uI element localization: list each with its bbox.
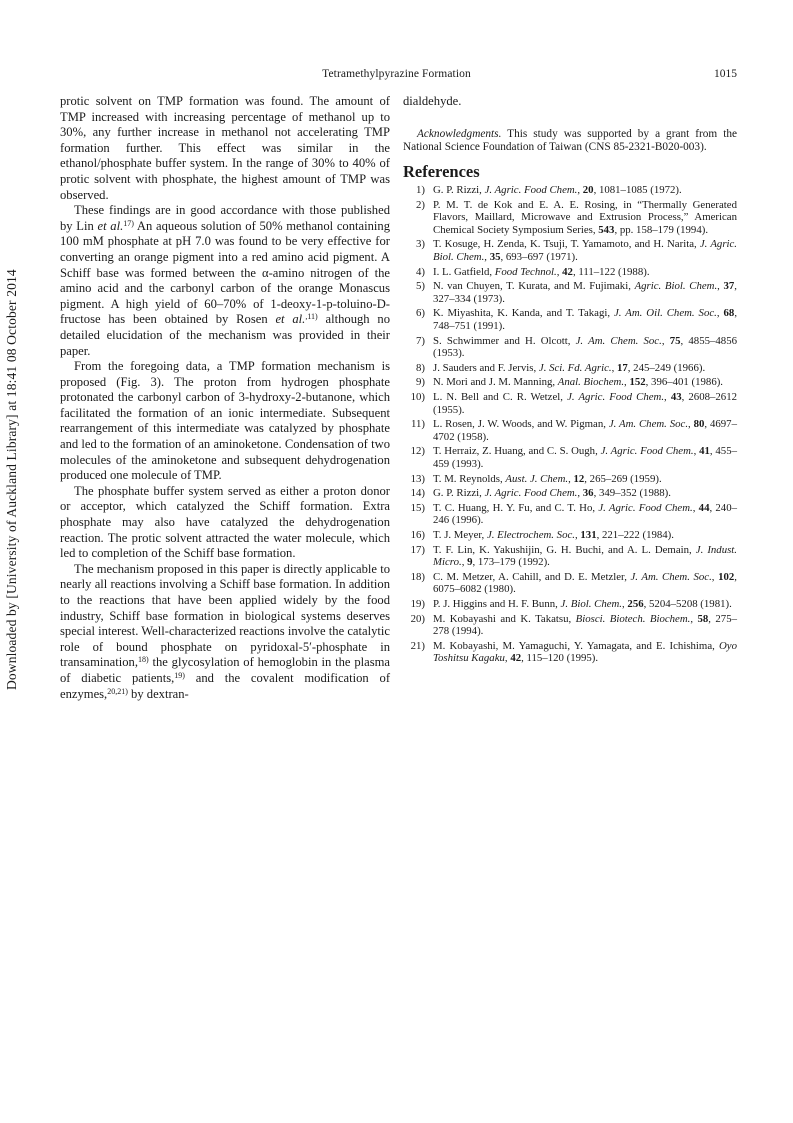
reference-volume: 17 [616, 361, 628, 374]
reference-text: I. L. Gatfield, Food Technol., 42, 111–122 (1988). [433, 265, 650, 278]
reference-number: 4) [416, 265, 425, 278]
reference-pages-year: , 1081–1085 (1972). [593, 184, 682, 197]
reference-journal: J. Agric. Food Chem. [598, 501, 693, 514]
reference-pages-year: , 5204–5208 (1981). [643, 597, 732, 610]
reference-journal: Agric. Biol. Chem. [634, 280, 718, 293]
right-column [403, 94, 737, 667]
reference-item [403, 307, 737, 332]
reference-item [403, 376, 737, 389]
reference-volume: 44 [698, 501, 710, 514]
reference-volume: 152 [629, 376, 646, 389]
reference-pages-year: , 327–334 (1973). [433, 280, 737, 305]
reference-journal: J. Am. Chem. Soc. [575, 334, 662, 347]
reference-authors: N. van Chuyen, T. Kurata, and M. Fujimaki, [433, 280, 635, 293]
reference-volume: 543 [598, 223, 615, 236]
citation-11: ,11) [305, 312, 318, 322]
reference-volume: 41 [699, 445, 710, 458]
reference-pages-year: , 2608–2612 (1955). [433, 391, 737, 416]
reference-journal: Aust. J. Chem. [505, 472, 569, 485]
citation-18: 18) [138, 655, 149, 665]
reference-pages-year: , 240–246 (1996). [433, 501, 738, 527]
reference-pages-year: , 115–120 (1995). [521, 652, 599, 665]
reference-volume: 20 [582, 184, 594, 197]
reference-text: P. J. Higgins and H. F. Bunn, J. Biol. Chem., 256, 5204–5208 (1981). [433, 597, 732, 610]
reference-number: 5) [416, 280, 425, 293]
references-heading: References [403, 161, 480, 181]
reference-journal: J. Agric. Food Chem. [484, 487, 578, 500]
reference-authors: L. N. Bell and C. R. Wetzel, [433, 391, 568, 403]
left-column [60, 94, 390, 702]
reference-volume: 43 [670, 391, 682, 403]
reference-text: N. Mori and J. M. Manning, Anal. Biochem., 152, 396–401 (1986). [433, 376, 724, 389]
reference-authors: I. L. Gatfield, [433, 265, 495, 278]
reference-text [433, 199, 737, 237]
reference-pages-year: , 455–459 (1993). [433, 445, 737, 470]
reference-item [403, 335, 737, 360]
reference-number: 10) [410, 391, 425, 403]
reference-number: 19) [410, 597, 425, 610]
reference-authors: T. C. Huang, H. Y. Fu, and C. T. Ho, [433, 501, 599, 514]
reference-text: T. F. Lin, K. Yakushijin, G. H. Buchi, and A. L. Demain, J. Indust. Micro., 9, 173–179 (1992). [433, 543, 738, 569]
reference-number: 21) [410, 639, 425, 652]
reference-volume: 42 [510, 652, 522, 665]
reference-number: 6) [416, 307, 425, 320]
reference-number: 14) [410, 487, 425, 500]
citation-20-21: 20,21) [107, 686, 128, 696]
reference-item [403, 613, 737, 638]
et-al-italic: et al. [97, 218, 124, 233]
paragraph-3: From the foregoing data, a TMP formation mechanism is proposed (Fig. 3). The proton from hydrogen phosphate protonated the carbonyl carbon of 3-hydroxy-2-butanone, which facilitated the formation of an ionic intermediate. Subsequent rearrangement of this intermediate was catalyzed by phosphate and led to the formation of an aminoketone. Condensation of two molecules of the aminoketone and subsequent dehydrogenation produced one molecule of TMP. [60, 359, 390, 483]
reference-number: 11) [411, 418, 425, 431]
reference-pages-year: , pp. 158–179 (1994). [614, 223, 709, 236]
reference-authors: G. P. Rizzi, [433, 487, 485, 500]
reference-item [403, 529, 737, 542]
reference-item [403, 487, 737, 500]
reference-volume: 36 [582, 487, 594, 500]
reference-authors: G. P. Rizzi, [433, 184, 485, 197]
reference-authors: N. Mori and J. M. Manning, [433, 376, 558, 389]
reference-journal: J. Agric. Food Chem. [600, 445, 694, 458]
reference-number: 15) [410, 501, 425, 514]
paragraph-1: protic solvent on TMP formation was found. The amount of TMP increased with increasing percentage of methanol up to 30%, any further increase in methanol not accelerating TMP formation further. This effect was similar in the ethanol/phosphate buffer system. In the range of 30% to 40% of protic solvent with phosphate, the highest amount of TMP was observed. [60, 94, 390, 202]
reference-pages-year: , 693–697 (1971). [500, 251, 578, 264]
reference-authors: P. J. Higgins and H. F. Bunn, [433, 597, 561, 610]
reference-item [403, 199, 737, 237]
citation-19: 19) [174, 670, 185, 680]
reference-pages-year: , 6075–6082 (1980). [433, 570, 737, 596]
reference-text: J. Sauders and F. Jervis, J. Sci. Fd. Agric., 17, 245–249 (1966). [433, 361, 706, 374]
reference-journal: J. Indust. Micro. [433, 543, 738, 569]
reference-authors: T. M. Reynolds, [433, 472, 506, 485]
reference-pages-year: , 748–751 (1991). [433, 307, 738, 333]
reference-volume: 131 [580, 528, 597, 541]
reference-pages-year: , 4697–4702 (1958). [433, 418, 737, 443]
reference-journal: J. Sci. Fd. Agric. [538, 361, 612, 374]
reference-pages-year: , 265–269 (1959). [584, 472, 662, 485]
reference-volume: 58 [697, 612, 709, 625]
reference-item [403, 473, 737, 486]
reference-volume: 256 [627, 597, 644, 610]
reference-authors: T. F. Lin, K. Yakushijin, G. H. Buchi, and A. L. Demain, [433, 543, 696, 556]
reference-number: 1) [416, 184, 425, 197]
reference-pages-year: , 245–249 (1966). [627, 361, 706, 374]
paragraph-2: These findings are in good accordance with those published by Lin et al.$^{17)}$ An aqueous solution of 50% methanol containing 100 mM phosphate at pH 7.0 was found to be very effective for converting an orange pigment into a red amino acid pigment. A Schiff base was formed between the α-amino nitrogen of the amino acid and the carbonyl carbon of the orange Monascus pigment. A high yield of 60–70% of 1-deoxy-1-p-toluino-D-fructose has been obtained by Rosen et al.$^{,11)}$ although no detailed elucidation of the mechanism was provided in their paper. [60, 203, 390, 358]
reference-item [403, 640, 737, 665]
reference-pages-year: , 396–401 (1986). [645, 376, 724, 389]
reference-number: 20) [410, 612, 425, 625]
reference-text: K. Miyashita, K. Kanda, and T. Takagi, J. Am. Oil. Chem. Soc., 68, 748–751 (1991). [433, 307, 738, 333]
reference-text: T. C. Huang, H. Y. Fu, and C. T. Ho, J. Agric. Food Chem., 44, 240–246 (1996). [433, 501, 738, 527]
reference-text: M. Kobayashi and K. Takatsu, Biosci. Biotech. Biochem., 58, 275–278 (1994). [433, 612, 738, 638]
reference-text: S. Schwimmer and H. Olcott, J. Am. Chem. Soc., 75, 4855–4856 (1953). [433, 334, 737, 360]
reference-number: 12) [410, 445, 425, 458]
reference-text: G. P. Rizzi, J. Agric. Food Chem., 36, 349–352 (1988). [433, 487, 671, 500]
page-number: 1015 [714, 68, 737, 80]
reference-authors: T. J. Meyer, [433, 528, 487, 541]
reference-authors: P. M. T. de Kok and E. A. E. Rosing, in “Thermally Generated Flavors, Maillard, Microwave and Extrusion Process,” American Chemical Society Symposium Series, [433, 198, 737, 236]
reference-text: L. N. Bell and C. R. Wetzel, J. Agric. Food Chem., 43, 2608–2612 (1955). [433, 391, 737, 416]
reference-text: C. M. Metzer, A. Cahill, and D. E. Metzler, J. Am. Chem. Soc., 102, 6075–6082 (1980). [433, 570, 737, 596]
reference-item [403, 544, 737, 569]
reference-item [403, 445, 737, 470]
reference-journal: J. Biol. Chem. [560, 597, 623, 610]
reference-pages-year: , 111–122 (1988). [572, 265, 650, 278]
reference-authors: M. Kobayashi and K. Takatsu, [433, 612, 576, 625]
reference-text: T. Herraiz, Z. Huang, and C. S. Ough, J. Agric. Food Chem., 41, 455–459 (1993). [433, 445, 737, 470]
reference-journal: J. Electrochem. Soc. [486, 528, 575, 541]
reference-journal: Biosci. Biotech. Biochem. [575, 612, 691, 625]
reference-authors: J. Sauders and F. Jervis, [433, 361, 539, 374]
reference-pages-year: , 173–179 (1992). [472, 556, 550, 569]
paragraph-5: The mechanism proposed in this paper is directly applicable to nearly all reactions involving a Schiff base formation. In addition to the reactions that have been applied widely by the food industry, Schiff base formation in biological systems deserves special interest. Well-characterized reactions involve the catalytic role of bound phosphate on pyridoxal-5′-phosphate in transamination,$^{18)}$ the glycosylation of hemoglobin in the plasma of diabetic patients,$^{19)}$ and the covalent modification of enzymes,$^{20,21)}$ by dextran- [60, 561, 391, 701]
reference-text: L. Rosen, J. W. Woods, and W. Pigman, J. Am. Chem. Soc., 80, 4697–4702 (1958). [433, 418, 737, 443]
reference-volume: 75 [669, 334, 681, 347]
running-header-title: Tetramethylpyrazine Formation [322, 68, 471, 80]
reference-journal: J. Agric. Food Chem. [567, 391, 665, 403]
acknowledgments-label: Acknowledgments. [417, 127, 502, 140]
reference-volume: 42 [562, 265, 573, 278]
paragraph-4: The phosphate buffer system served as either a proton donor or acceptor, which catalyzed the Schiff formation. Extra phosphate may also have catalyzed the dehydrogenation reaction. The protic solvent attracted the water molecule, which led to completion of the Schiff base formation. [60, 483, 390, 561]
reference-number: 13) [410, 472, 425, 485]
reference-text: T. Kosuge, H. Zenda, K. Tsuji, T. Yamamoto, and H. Narita, J. Agric. Biol. Chem., 35, 693–697 (1971). [433, 238, 738, 264]
reference-journal: J. Am. Oil. Chem. Soc. [614, 307, 717, 320]
reference-item [403, 502, 737, 527]
reference-item [403, 184, 737, 197]
reference-volume: 68 [723, 307, 735, 320]
reference-pages-year: , 275–278 (1994). [433, 612, 738, 638]
reference-text: N. van Chuyen, T. Kurata, and M. Fujimaki, Agric. Biol. Chem., 37, 327–334 (1973). [433, 280, 737, 305]
reference-item [403, 571, 737, 596]
reference-authors: K. Miyashita, K. Kanda, and T. Takagi, [433, 307, 614, 320]
reference-text: M. Kobayashi, M. Yamaguchi, Y. Yamagata, and E. Ichishima, Oyo Toshitsu Kagaku, 42, 115–120 (1995). [433, 639, 737, 665]
reference-item [403, 238, 737, 263]
acknowledgments [403, 128, 737, 155]
reference-volume: 12 [573, 472, 585, 485]
reference-authors: S. Schwimmer and H. Olcott, [433, 334, 576, 347]
reference-authors: L. Rosen, J. W. Woods, and W. Pigman, [433, 418, 609, 431]
reference-number: 3) [416, 238, 425, 251]
acknowledgments-text: This study was supported by a grant from the National Science Foundation of Taiwan (CNS 85-2321-B020-003). [403, 127, 737, 154]
reference-number: 16) [410, 528, 425, 541]
reference-volume: 102 [718, 570, 735, 583]
reference-authors: T. Herraiz, Z. Huang, and C. S. Ough, [433, 445, 601, 458]
reference-item [403, 598, 737, 611]
reference-item [403, 280, 737, 305]
reference-item [403, 418, 737, 443]
reference-text: T. J. Meyer, J. Electrochem. Soc., 131, 221–222 (1984). [433, 528, 674, 541]
reference-journal: J. Agric. Food Chem. [484, 184, 578, 197]
reference-item [403, 266, 737, 279]
continuation-text: dialdehyde. [403, 94, 462, 108]
references-list [403, 184, 737, 665]
reference-journal: Food Technol. [494, 265, 557, 278]
et-al-italic: et al. [275, 312, 306, 327]
reference-number: 2) [416, 198, 425, 211]
reference-authors: C. M. Metzer, A. Cahill, and D. E. Metzler, [433, 570, 631, 583]
reference-item [403, 391, 737, 416]
reference-journal: J. Am. Chem. Soc. [630, 570, 712, 583]
reference-pages-year: , 349–352 (1988). [593, 487, 671, 500]
reference-volume: 80 [693, 418, 705, 431]
reference-text: T. M. Reynolds, Aust. J. Chem., 12, 265–269 (1959). [433, 472, 662, 485]
reference-text: G. P. Rizzi, J. Agric. Food Chem., 20, 1081–1085 (1972). [433, 184, 682, 197]
reference-authors: T. Kosuge, H. Zenda, K. Tsuji, T. Yamamoto, and H. Narita, [433, 238, 700, 251]
citation-17: 17) [123, 218, 134, 228]
reference-volume: 35 [489, 251, 501, 264]
reference-journal: Anal. Biochem. [557, 376, 625, 389]
download-watermark [4, 269, 20, 690]
reference-journal: J. Am. Chem. Soc. [608, 418, 689, 431]
reference-number: 7) [416, 334, 425, 347]
reference-journal: Oyo Toshitsu Kagaku [433, 639, 737, 665]
reference-pages-year: , 4855–4856 (1953). [433, 334, 737, 360]
reference-authors: M. Kobayashi, M. Yamaguchi, Y. Yamagata, and E. Ichishima, [433, 639, 719, 652]
reference-volume: 9 [467, 556, 473, 569]
reference-number: 8) [416, 361, 425, 374]
reference-number: 9) [416, 376, 425, 389]
reference-number: 18) [410, 570, 425, 583]
reference-number: 17) [410, 543, 425, 556]
reference-volume: 37 [723, 280, 735, 293]
reference-item [403, 362, 737, 375]
download-watermark-text: Downloaded by [University of Auckland Library] at 18:41 08 October 2014 [4, 269, 19, 690]
reference-pages-year: , 221–222 (1984). [596, 528, 674, 541]
reference-journal: J. Agric. Biol. Chem. [433, 238, 738, 264]
